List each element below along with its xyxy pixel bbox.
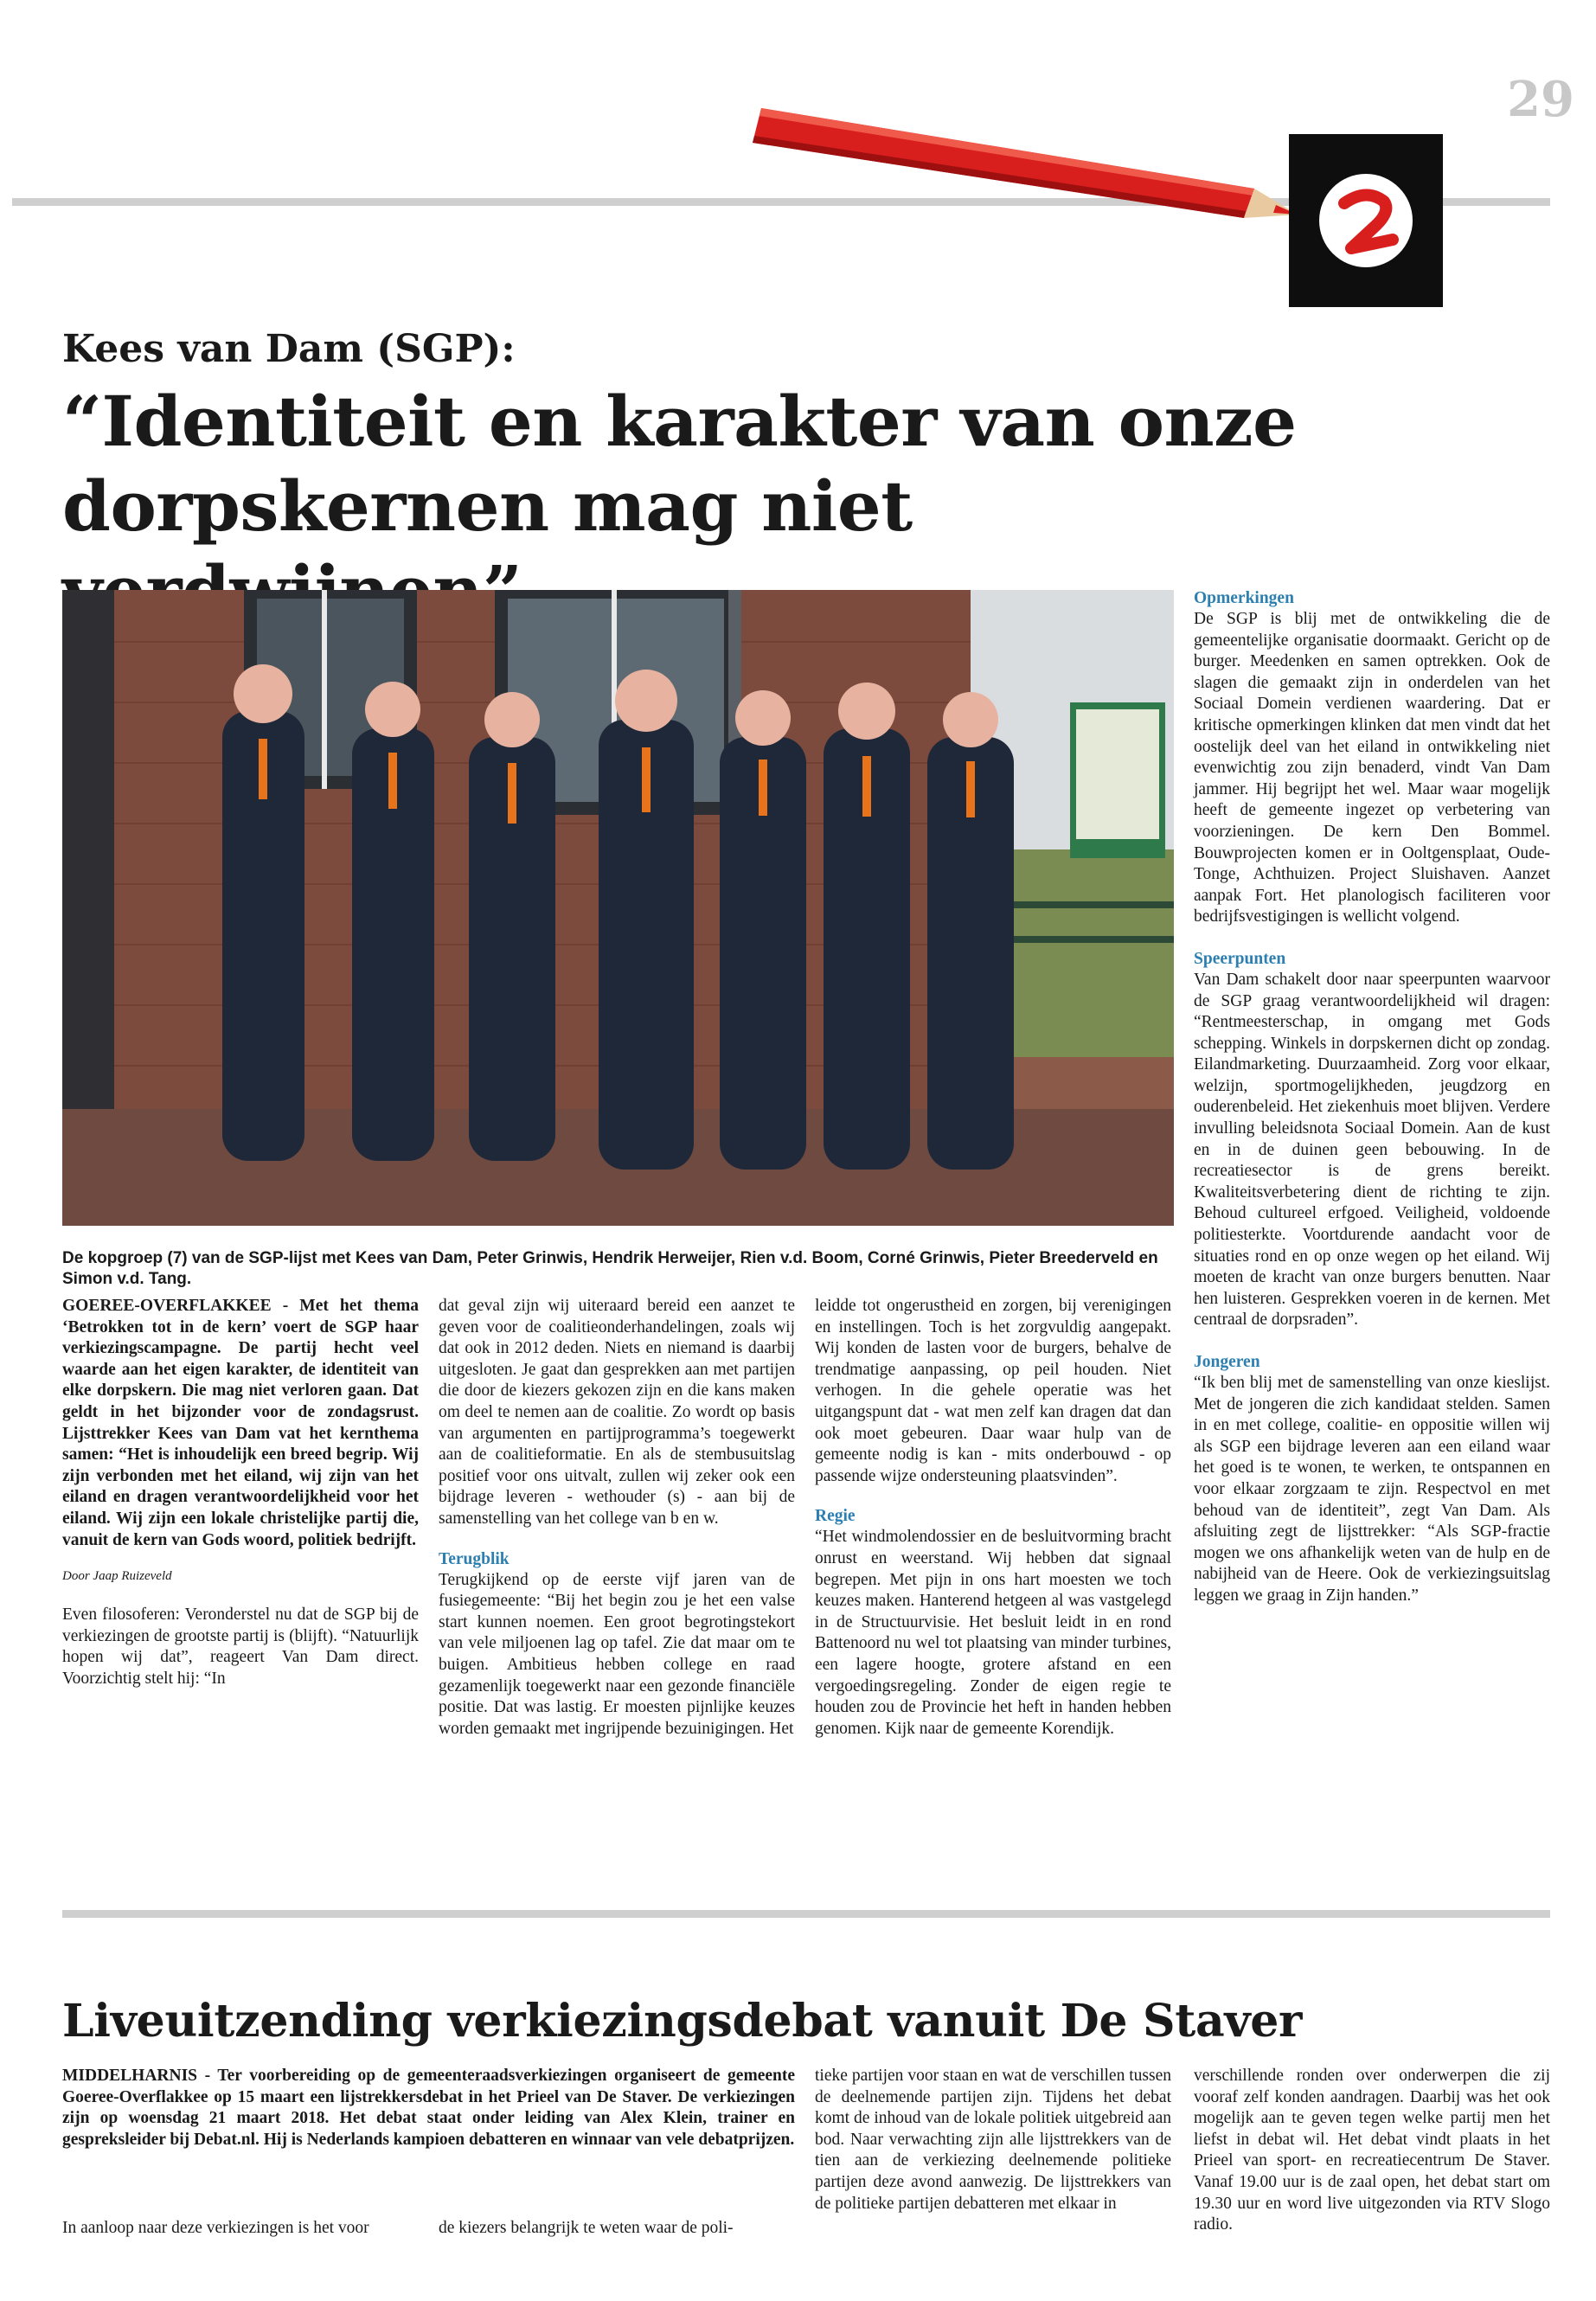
- subhead-opmerkingen: Opmerkingen: [1194, 589, 1294, 607]
- article-2-column-2: [439, 2218, 795, 2240]
- column-4-paragraph-1: De SGP is blij met de ontwikkeling die de gemeentelijke organisatie doormaakt. Gericht op de burger. Meedenken en samen optrekken. Ook de slagen die gemaakt zijn in onderdelen van het Sociaal Domein verdienen waardering. Dat er kritische opmerkingen klinken dat men vindt dat het oostelijk deel van het eiland in ontwikkeling niet evenwichtig zou zijn benaderd, vindt Van Dam jammer. Hij begrijpt het wel. Maar waar mogelijk heeft de gemeente ingezet op verbetering van voorzieningen. De kern Den Bommel. Bouwprojecten komen er in Ooltgensplaat, Oude-Tonge, Achthuizen. Project Sluishaven. Aanzet aanpak Fort. Het planologisch faciliteren voor bedrijfsvestigingen is wellicht volgend.: [1194, 610, 1550, 926]
- article-column-2: [439, 1296, 795, 1740]
- article-column-1: [62, 1296, 419, 1690]
- article-2-column-2-text: de kiezers belangrijk te weten waar de poli-: [439, 2219, 734, 2237]
- article-2-column-1-text: In aanloop naar deze verkiezingen is het voor: [62, 2219, 369, 2237]
- red-pencil-illustration: [744, 61, 1367, 234]
- article-2-headline: Liveuitzending verkiezingsdebat vanuit De Staver: [62, 1995, 1303, 2048]
- group-photo-image: [62, 590, 1174, 1226]
- column-4-paragraph-2: Van Dam schakelt door naar speerpunten waarvoor de SGP graag verantwoordelijkheid wil dragen: “Rentmeesterschap, in omgang met Gods schepping. Winkels in dorpskernen dicht op zondag. Eilandmarketing. Duurzaamheid. Zorg voor elkaar, welzijn, sportmogelijkheden, jeugdzorg en ouderenbeleid. Het ziekenhuis moet blijven. Verdere invulling beleidsnota Sociaal Domein. Aan de kust en in de duinen geen bebouwing. In de recreatiesector is de grens bereikt. Kwaliteitsverbetering dient de richting te zijn. Behoud cultureel erfgoed. Veiligheid, voldoende politiesterkte. Voortdurende aandacht voor de situaties rond en op onze wegen op het eiland. Wij moeten de kracht van onze burgers benutten. Naar hen luisteren. Gesprekken voeren in de kernen. Met centraal de dorpsraden”.: [1194, 970, 1550, 1330]
- newspaper-logo-icon: [1289, 134, 1443, 307]
- article-kicker: Kees van Dam (SGP):: [62, 327, 516, 371]
- article-2-column-1: [62, 2218, 419, 2240]
- page-number: 29: [1507, 71, 1574, 128]
- article-2-intro: MIDDELHARNIS - Ter voorbereiding op de gemeenteraadsverkiezingen organiseert de gemeente Goeree-Overflakkee op 15 maart een lijstrekkersdebat in het Prieel van De Staver. De verkiezingen zijn op woensdag 21 maart 2018. Het debat staat onder leiding van Alex Klein, trainer en gespreksleider bij Debat.nl. Hij is Nederlands kampioen debatteren en winnaar van vele debatprijzen.: [62, 2067, 795, 2149]
- article-2-column-4-text: verschillende ronden over onderwerpen die zij vooraf zelf konden aandragen. Daarbij was het ook mogelijk aan te geven tegen welke partij men het liefst in debat wil. Het debat vindt plaats in het Prieel van sport- en recreatiecentrum De Staver. Vanaf 19.00 uur is de zaal open, het debat start om 19.30 uur en word live uitgezonden via RTV Slogo radio.: [1194, 2067, 1550, 2234]
- column-2-paragraph-2: Terugkijkend op de eerste vijf jaren van de fusiegemeente: “Bij het begin zou je het een valse start kunnen noemen. Een groot begrotingstekort van vele miljoenen lag op tafel. Zie dat maar om te buigen. Ambitieus hebben college en raad gezamenlijk toegewerkt naar een gezonde financiële positie. Dat was lastig. Er moesten pijnlijke keuzes worden gemaakt met ingrijpende bezuinigingen. Het: [439, 1570, 795, 1738]
- subhead-regie: Regie: [815, 1507, 856, 1526]
- byline: Door Jaap Ruizeveld: [62, 1569, 172, 1584]
- article-headline: “Identiteit en karakter van onze dorpskernen mag niet: [62, 381, 1297, 547]
- column-4-paragraph-3: “Ik ben blij met de samenstelling van onze kieslijst. Met de jongeren die zich kandidaat stelden. Samen in en met college, coalitie- en oppositie willen wij als SGP een bijdrage leveren aan een eiland waar het goed is te wonen, te werken, te ontspannen en voor elkaar zorgzaam te zijn. Respectvol en met behoud van de identiteit”, zegt Van Dam. Als afsluiting zegt de lijsttrekker: “Als SGP-fractie mogen we ons afhankelijk weten van de hulp en de nabijheid van de Heere. Ook de verkiezingsuitslag leggen we graag in Zijn handen.”: [1194, 1374, 1550, 1605]
- logo-box: [1289, 134, 1443, 307]
- article-intro: GOEREE-OVERFLAKKEE - Met het thema ‘Betrokken tot in de kern’ voert de SGP haar verkiezingscampagne. De partij hecht veel waarde aan het eigen karakter, de identiteit van elke dorpskern. Die mag niet verloren gaan. Dat geldt in het bijzonder voor de zondagsrust. Lijsttrekker Kees van Dam vat het kernthema samen: “Het is inhoudelijk een breed begrip. Wij zijn verbonden met het eiland, wij zijn van het eiland en dragen verantwoordelijkheid voor het eiland. Wij zijn een lokale christelijke partij die, vanuit de kern van Gods woord, politiek bedrijft.: [62, 1297, 419, 1549]
- article-divider: [62, 1910, 1550, 1918]
- article-2-column-4: [1194, 2066, 1550, 2236]
- column-3-paragraph-1: leidde tot ongerustheid en zorgen, bij verenigingen en instellingen. Toch is het zorgvuldig aangepakt. Wij konden de lasten voor de burgers, behalve de trendmatige aanpassing, op peil houden. Niet verhogen. In die gehele operatie was het uitgangspunt dat - wat men zelf kan dragen dat dan ook moet gebeuren. Daar waar hulp van de gemeente nodig is kan - mits onderbouwd - op passende wijze ondersteuning plaatsvinden”.: [815, 1297, 1171, 1485]
- article-2-column-3-text: tieke partijen voor staan en wat de verschillen tussen de deelnemende partijen zijn. Tijdens het debat komt de inhoud van de lokale politiek uitgebreid aan bod. Naar verwachting zijn alle lijsttrekkers van de tien aan de verkiezing deelnemende politieke partijen deze avond aanwezig. De lijsttrekkers van de politieke partijen debatteren met elkaar in: [815, 2067, 1171, 2213]
- group-photo: [62, 590, 1174, 1226]
- subhead-speerpunten: Speerpunten: [1194, 949, 1286, 968]
- subhead-jongeren: Jongeren: [1194, 1353, 1260, 1371]
- article-2-column-3: [815, 2066, 1171, 2214]
- article-column-3: [815, 1296, 1171, 1740]
- column-1-body: Even filosoferen: Veronderstel nu dat de SGP bij de verkiezingen de grootste partij is (blijft). “Natuurlijk hopen wij dat”, reageert Van Dam direct. Voorzichtig stelt hij: “In: [62, 1606, 419, 1688]
- column-3-paragraph-2: “Het windmolendossier en de besluitvorming bracht onrust en weerstand. Wij hebben dat signaal begrepen. Met pijn in ons hart moesten we toch keuzes maken. Hanterend hetgeen al was vastgelegd in de Structuurvisie. Het besluit leidt in en rond Battenoord nu wel tot plaatsing van minder turbines, een lagere hoogte, grotere afstand en een vergoedingsregeling. Zonder de eigen regie te houden zou de Provincie het heft in handen hebben genomen. Kijk naar de gemeente Korendijk.: [815, 1528, 1171, 1738]
- column-2-paragraph-1: dat geval zijn wij uiteraard bereid een aanzet te geven voor de coalitieonderhandelingen, zoals wij dat ook in 2012 deden. Niets en niemand is daarbij uitgesloten. Je gaat dan gesprekken aan met partijen die door de kiezers gekozen zijn en die kans maken om deel te nemen aan de coalitie. Zo wordt op basis van argumenten en partijprogramma’s toegewerkt aan de coalitieformatie. En als de stembusuitslag positief voor ons uitvalt, zullen wij zeker ook een bijdrage leveren - wethouder (s) - aan bij de samenstelling van het college van b en w.: [439, 1297, 795, 1528]
- subhead-terugblik: Terugblik: [439, 1549, 510, 1568]
- article-column-4: [1194, 588, 1550, 1607]
- photo-caption: De kopgroep (7) van de SGP-lijst met Kees van Dam, Peter Grinwis, Hendrik Herweijer, Rien v.d. Boom, Corné Grinwis, Pieter Breederveld en Simon v.d. Tang.: [62, 1249, 1158, 1288]
- article-2-intro-block: [62, 2066, 795, 2150]
